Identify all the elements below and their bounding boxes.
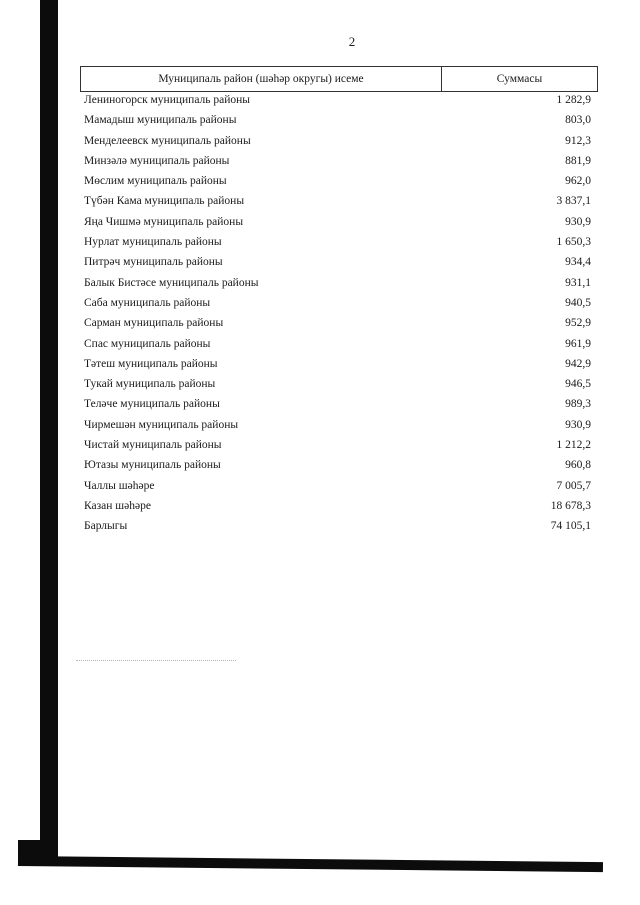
row-sum-value: 942,9 [565,357,591,370]
table-row [84,133,591,153]
row-district-name: Мөслим муниципаль районы [84,175,227,188]
table-row [84,437,591,457]
row-district-name: Менделеевск муниципаль районы [84,134,251,147]
table-row [84,214,591,234]
table-row [84,92,591,112]
row-district-name: Тукай муниципаль районы [84,378,216,391]
row-sum-value: 961,9 [565,337,591,350]
row-district-name: Лениногорск муниципаль районы [84,94,251,106]
row-district-name: Питрәч муниципаль районы [84,256,223,269]
row-sum-value: 1 212,2 [556,439,591,452]
row-district-name: Чирмешән муниципаль районы [84,418,239,431]
table-row [84,275,591,295]
column-header-sum: Суммасы [496,73,543,85]
row-sum-value: 1 282,9 [556,94,591,106]
scan-border-bottom [18,856,603,872]
table-row [84,356,591,376]
table-row [84,457,591,477]
row-sum-value: 881,9 [565,154,591,167]
table-row [84,295,591,315]
table-row [84,376,591,396]
row-sum-value: 962,0 [565,175,591,188]
row-sum-value: 7 005,7 [556,479,591,492]
row-district-name: Спас муниципаль районы [84,337,211,350]
table-row [84,112,591,132]
row-sum-value: 989,3 [565,398,591,411]
row-sum-value: 3 837,1 [556,195,591,208]
table-row [84,336,591,356]
table-header [80,66,598,92]
table-row [84,193,591,213]
row-sum-value: 1 650,3 [556,236,591,249]
table-row [84,173,591,193]
row-district-name: Мамадыш муниципаль районы [84,114,237,127]
row-district-name: Нурлат муниципаль районы [84,236,222,249]
column-header-name: Муниципаль район (шәһәр округы) исеме [81,67,442,91]
scan-border-left [40,0,58,860]
table-row [84,254,591,274]
row-sum-value: 930,9 [565,418,591,431]
row-sum-value: 952,9 [565,317,591,330]
table-row [84,234,591,254]
row-sum-value: 960,8 [565,459,591,472]
table-row [84,396,591,416]
row-sum-value: 940,5 [565,296,591,309]
table-row [84,153,591,173]
row-district-name: Яңа Чишмә муниципаль районы [84,215,244,228]
row-sum-value: 930,9 [565,215,591,228]
row-district-name: Тәтеш муниципаль районы [84,357,218,370]
row-district-name: Теләче муниципаль районы [84,398,220,411]
row-district-name: Балык Бистәсе муниципаль районы [84,276,259,289]
row-district-name: Барлыгы [84,520,128,533]
row-district-name: Саба муниципаль районы [84,296,211,309]
table-row [84,518,591,538]
table-body [84,92,591,539]
row-district-name: Түбән Кама муниципаль районы [84,195,245,208]
page-number: 2 [348,34,356,49]
row-district-name: Ютазы муниципаль районы [84,459,221,472]
row-sum-value: 931,1 [565,276,591,289]
table-row [84,417,591,437]
table-row [84,315,591,335]
row-district-name: Чаллы шәһәре [84,479,155,492]
row-sum-value: 18 678,3 [550,499,591,512]
scan-noise [76,660,236,661]
table-row [84,478,591,498]
row-sum-value: 934,4 [565,256,591,269]
row-district-name: Сарман муниципаль районы [84,317,224,330]
row-sum-value: 912,3 [565,134,591,147]
row-district-name: Казан шәһәре [84,499,151,512]
row-sum-value: 946,5 [565,378,591,391]
table-row [84,498,591,518]
row-district-name: Минзәлә муниципаль районы [84,154,230,167]
row-district-name: Чистай муниципаль районы [84,439,222,452]
row-sum-value: 74 105,1 [550,520,591,533]
row-sum-value: 803,0 [565,114,591,127]
